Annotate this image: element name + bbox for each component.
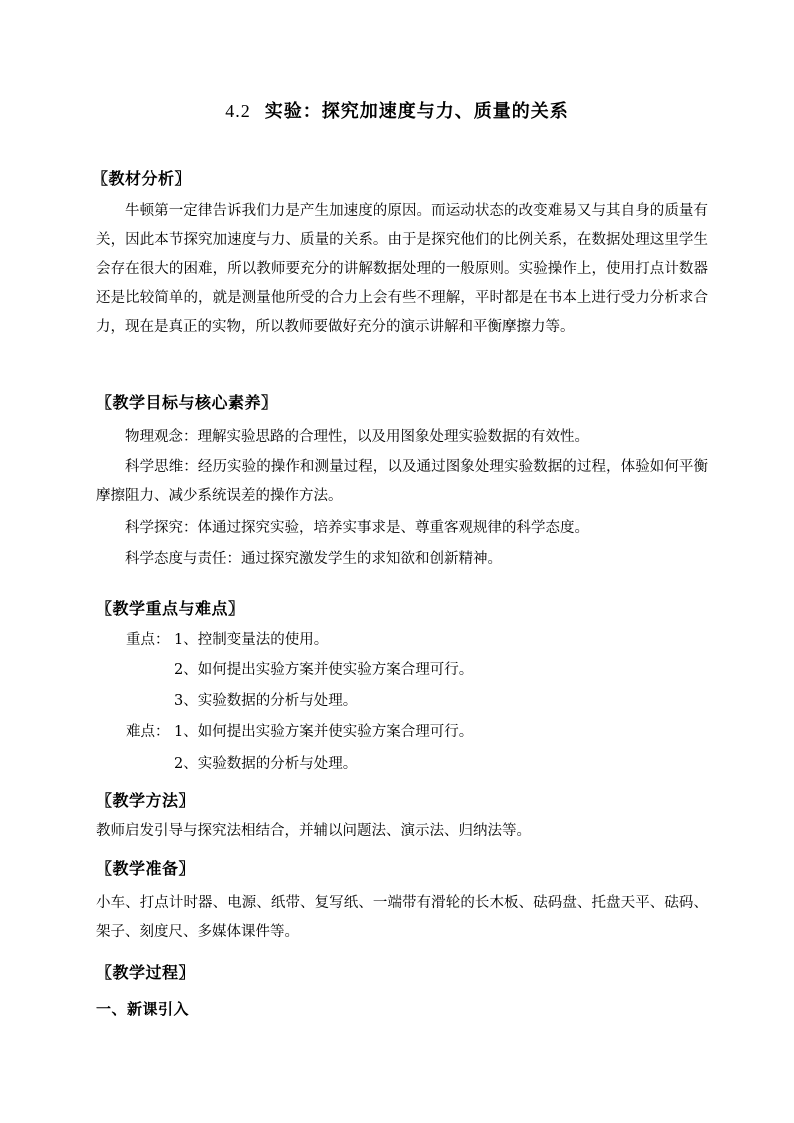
section-number: 4.2	[225, 101, 251, 121]
difficult-point-item: 1、如何提出实验方案并使实验方案合理可行。	[174, 724, 474, 740]
key-point-item: 2、如何提出实验方案并使实验方案合理可行。	[174, 662, 474, 678]
goal-scientific-inquiry: 科学探究：体通过探究实验，培养实事求是、尊重客观规律的科学态度。	[125, 520, 589, 536]
heading-methods: 〖教学方法〗	[96, 791, 196, 810]
analysis-paragraph: 牛顿第一定律告诉我们力是产生加速度的原因。而运动状态的改变难易又与其自身的质量有关，因此本节探究加速度与力、质量的关系。由于是探究他们的比例关系，在数据处理这里学生会存在很大的困难，所以教师要充分的讲解数据处理的一般原则。实验操作上，使用打点计数器还是比较简单的，就是测量他所受的合力上会有些不理解，平时都是在书本上进行受力分析求合力，现在是真正的实物，所以教师要做好充分的演示讲解和平衡摩擦力等。	[96, 203, 708, 335]
goal-scientific-thinking: 科学思维：经历实验的操作和测量过程，以及通过图象处理实验数据的过程，体验如何平衡摩擦阻力、减少系统误差的操作方法。	[96, 459, 708, 504]
page-title	[0, 97, 794, 123]
title-text: 实验：探究加速度与力、质量的关系	[264, 101, 569, 122]
heading-prep: 〖教学准备〗	[96, 859, 196, 878]
goal-physics-concept: 物理观念：理解实验思路的合理性，以及用图象处理实验数据的有效性。	[125, 429, 589, 445]
heading-goals: 〖教学目标与核心素养〗	[96, 393, 278, 412]
key-point-item: 1、控制变量法的使用。	[174, 632, 329, 648]
difficult-point-item: 2、实验数据的分析与处理。	[174, 756, 358, 772]
key-point-item: 3、实验数据的分析与处理。	[174, 693, 358, 709]
methods-text: 教师启发引导与探究法相结合，并辅以问题法、演示法、归纳法等。	[96, 823, 531, 839]
heading-analysis: 〖教材分析〗	[92, 169, 192, 188]
heading-focus: 〖教学重点与难点〗	[96, 599, 245, 618]
heading-process: 〖教学过程〗	[96, 963, 196, 982]
difficult-points-label: 难点：	[126, 724, 170, 740]
prep-text: 小车、打点计时器、电源、纸带、复写纸、一端带有滑轮的长木板、砝码盘、托盘天平、砝码、架子、刻度尺、多媒体课件等。	[96, 895, 708, 940]
goal-attitude-responsibility: 科学态度与责任：通过探究激发学生的求知欲和创新精神。	[125, 551, 502, 567]
subheading-intro: 一、新课引入	[96, 1000, 190, 1018]
key-points-label: 重点：	[126, 632, 170, 648]
